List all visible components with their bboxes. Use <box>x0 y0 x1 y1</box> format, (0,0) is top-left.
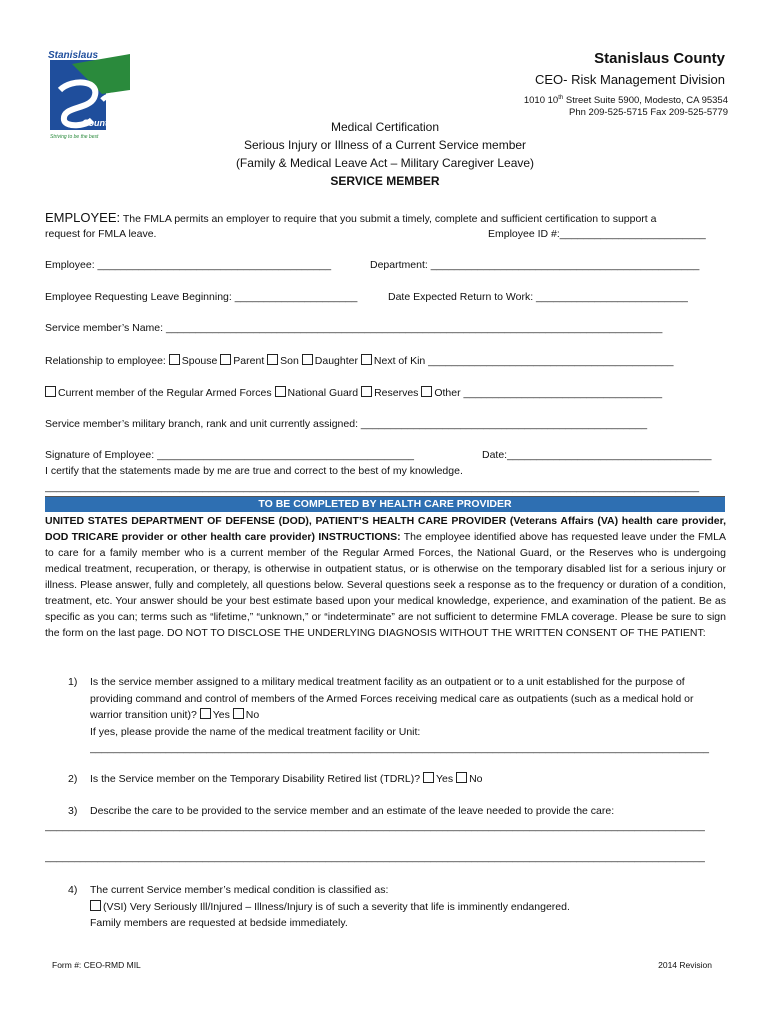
national-guard-label: National Guard <box>287 387 359 399</box>
logo-tagline: Striving to be the best <box>50 134 99 140</box>
employee-intro <box>45 210 656 225</box>
question-text: Is the service member assigned to a military medical treatment facility as an outpatient or to a unit established for the purpose of providing command and control of members of the Armed Forces receiving medical care as outpatients (such as a medical hold or warrior transition unit)? <box>90 676 694 721</box>
spouse-checkbox[interactable] <box>169 354 180 365</box>
status-row <box>45 386 662 399</box>
form-number: Form #: CEO-RMD MIL <box>52 960 141 970</box>
q3-answer-line-2[interactable]: _________________________________________________________________________________________________________________ <box>45 851 705 863</box>
next-of-kin-field[interactable]: Next of Kin __________________________________________ <box>373 355 674 367</box>
section-separator: ________________________________________________________________________________________________________________ <box>45 481 700 493</box>
vsi-checkbox[interactable] <box>90 900 101 911</box>
national-guard-checkbox[interactable] <box>275 386 286 397</box>
revision: 2014 Revision <box>658 960 712 970</box>
address-post: Street Suite 5900, Modesto, CA 95354 <box>563 95 728 107</box>
q2-no-label: No <box>469 773 483 785</box>
vsi-note: Family members are requested at bedside immediately. <box>90 917 348 929</box>
leave-begin-field[interactable]: Employee Requesting Leave Beginning: _____________________ <box>45 291 358 303</box>
question-3 <box>68 803 726 820</box>
q1-no-label: No <box>245 709 260 721</box>
spouse-label: Spouse <box>181 355 218 367</box>
form-title <box>0 118 770 190</box>
employee-intro-text: The FMLA permits an employer to require that you submit a timely, complete and sufficient certification to support a <box>120 213 657 225</box>
county-name: Stanislaus County <box>594 50 725 67</box>
son-checkbox[interactable] <box>267 354 278 365</box>
reserves-label: Reserves <box>374 387 419 399</box>
q2-yes-checkbox[interactable] <box>423 772 434 783</box>
instructions-heading: UNITED STATES DEPARTMENT OF DEFENSE (DOD), PATIENT’S HEALTH CARE PROVIDER (Veterans Affairs (VA) health care provider, DOD TRICARE provider or other health care provider) INSTRUCTIONS: <box>45 515 726 543</box>
provider-instructions <box>45 513 726 641</box>
employee-name-field[interactable]: Employee: ________________________________________ <box>45 259 332 271</box>
address-sup: th <box>558 95 564 101</box>
provider-banner: TO BE COMPLETED BY HEALTH CARE PROVIDER <box>45 496 725 512</box>
q1-facility-field[interactable]: __________________________________________________________________________________________________________ <box>90 742 709 754</box>
phone-fax: Phn 209-525-5715 Fax 209-525-5779 <box>569 107 728 119</box>
next-of-kin-checkbox[interactable] <box>361 354 372 365</box>
q1-yes-checkbox[interactable] <box>200 708 211 719</box>
employee-intro-2: request for FMLA leave. <box>45 228 157 240</box>
current-member-label: Current member of the Regular Armed Forces <box>58 387 272 399</box>
question-number: 4) <box>68 884 78 896</box>
employee-heading: EMPLOYEE: <box>45 210 121 225</box>
address-block <box>524 92 728 119</box>
parent-label: Parent <box>233 355 265 367</box>
question-text: Describe the care to be provided to the service member and an estimate of the leave needed to provide the care: <box>90 805 615 817</box>
title-line-1: Medical Certification <box>330 120 440 134</box>
question-number: 3) <box>68 805 78 817</box>
other-field[interactable]: Other __________________________________ <box>434 387 663 399</box>
q2-no-checkbox[interactable] <box>456 772 467 783</box>
son-label: Son <box>280 355 299 367</box>
logo-text-top: Stanislaus <box>48 50 99 61</box>
instructions-body: The employee identified above has requested leave under the FMLA to care for a family member who is a current member of the Regular Armed Forces, the National Guard, or the Reserves who is undergoing medical treatment, recuperation, or therapy, is otherwise in outpatient status, or is otherwise on the temporary disabled list for a serious injury or illness. Please answer, fully and completely, all questions below. Several questions seek a response as to the frequency or duration of a condition, treatment, etc. Your answer should be your best estimate based upon your medical knowledge, experience, and examination of the patient. Be as specific as you can; terms such as “lifetime,” “unknown,” or “indeterminate” are not sufficient to determine FMLA coverage. Please be sure to sign the form on the last page. DO NOT TO DISCLOSE THE UNDERLYING DIAGNOSIS WITHOUT THE WRITTEN CONSENT OF THE PATIENT: <box>45 531 726 639</box>
relationship-row <box>45 354 673 367</box>
department-field[interactable]: Department: ______________________________________________ <box>370 259 700 271</box>
employee-id-field[interactable]: Employee ID #:_________________________ <box>488 228 706 240</box>
daughter-checkbox[interactable] <box>302 354 313 365</box>
title-line-3: (Family & Medical Leave Act – Military Caregiver Leave) <box>235 156 535 170</box>
question-number: 1) <box>68 676 78 688</box>
service-member-name-field[interactable]: Service member’s Name: _____________________________________________________________________________________ <box>45 322 663 334</box>
question-2 <box>68 771 726 788</box>
certify-text: I certify that the statements made by me are true and correct to the best of my knowledge. <box>45 465 463 477</box>
question-number: 2) <box>68 773 78 785</box>
parent-checkbox[interactable] <box>220 354 231 365</box>
branch-field[interactable]: Service member’s military branch, rank and unit currently assigned: _________________________________________________ <box>45 418 648 430</box>
current-member-checkbox[interactable] <box>45 386 56 397</box>
question-1 <box>68 674 726 757</box>
q3-answer-line-1[interactable]: _________________________________________________________________________________________________________________ <box>45 820 705 832</box>
other-checkbox[interactable] <box>421 386 432 397</box>
question-4 <box>68 882 726 932</box>
q1-followup: If yes, please provide the name of the medical treatment facility or Unit: <box>90 725 421 738</box>
q1-no-checkbox[interactable] <box>233 708 244 719</box>
title-line-4: SERVICE MEMBER <box>330 174 440 188</box>
relationship-label: Relationship to employee: <box>45 355 166 367</box>
reserves-checkbox[interactable] <box>361 386 372 397</box>
vsi-label: (VSI) Very Seriously Ill/Injured – Illness/Injury is of such a severity that life is imminently endangered. <box>103 900 570 913</box>
return-date-field[interactable]: Date Expected Return to Work: __________________________ <box>388 291 688 303</box>
division-name: CEO- Risk Management Division <box>534 72 725 87</box>
q2-yes-label: Yes <box>436 773 454 785</box>
question-text: The current Service member’s medical condition is classified as: <box>90 884 389 896</box>
daughter-label: Daughter <box>314 355 358 367</box>
question-text: Is the Service member on the Temporary Disability Retired list (TDRL)? <box>90 773 421 785</box>
signature-field[interactable]: Signature of Employee: ____________________________________________ <box>45 449 415 461</box>
address-pre: 1010 10 <box>523 95 559 107</box>
signature-date-field[interactable]: Date:___________________________________ <box>482 449 712 461</box>
title-line-2: Serious Injury or Illness of a Current Service member <box>243 138 527 152</box>
logo-text-bottom: County <box>82 118 113 128</box>
q1-yes-label: Yes <box>212 709 230 721</box>
